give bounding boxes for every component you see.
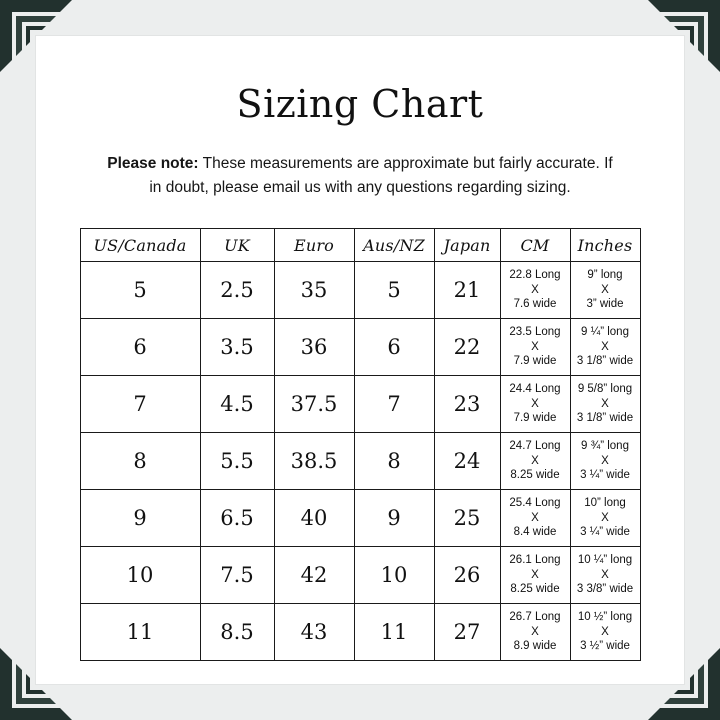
- cell-japan: 26: [434, 547, 500, 604]
- cell-inches-width: 3 ¼” wide: [580, 469, 630, 482]
- table-row: [80, 433, 640, 490]
- cell-cm-width: 8.25 wide: [510, 469, 560, 482]
- cell-inches-length: 9 ¾” long: [581, 439, 629, 452]
- document-content: [60, 60, 660, 660]
- cell-uk: 8.5: [200, 604, 274, 661]
- cell-japan: 23: [434, 376, 500, 433]
- cell-uk: 3.5: [200, 319, 274, 376]
- page-title: Sizing Chart: [236, 82, 484, 126]
- cell-euro: 43: [274, 604, 354, 661]
- cell-cm-length: 23.5 Long: [509, 325, 561, 338]
- cell-cm-sep: X: [531, 625, 539, 638]
- cell-japan: 22: [434, 319, 500, 376]
- cell-cm-sep: X: [531, 568, 539, 581]
- cell-inches-length: 10” long: [584, 496, 626, 509]
- cell-us: 6: [80, 319, 200, 376]
- cell-aus: 9: [354, 490, 434, 547]
- cell-cm-width: 7.6 wide: [513, 298, 557, 311]
- column-header-uk: UK: [200, 229, 274, 262]
- cell-inches-sep: X: [601, 283, 609, 296]
- cell-inches: [570, 376, 640, 433]
- table-row: [80, 604, 640, 661]
- cell-inches-sep: X: [601, 397, 609, 410]
- cell-aus: 10: [354, 547, 434, 604]
- cell-cm-width: 8.9 wide: [513, 640, 557, 653]
- cell-cm-sep: X: [531, 340, 539, 353]
- cell-us: 10: [80, 547, 200, 604]
- column-header-japan: Japan: [434, 229, 500, 262]
- cell-cm: [500, 433, 570, 490]
- sizing-table: [80, 228, 641, 661]
- cell-japan: 21: [434, 262, 500, 319]
- cell-inches: [570, 319, 640, 376]
- table-header-row: [80, 229, 640, 262]
- cell-inches-width: 3” wide: [586, 298, 624, 311]
- cell-cm-length: 25.4 Long: [509, 496, 561, 509]
- cell-cm-width: 7.9 wide: [513, 355, 557, 368]
- cell-us: 9: [80, 490, 200, 547]
- cell-japan: 27: [434, 604, 500, 661]
- column-header-inches: Inches: [570, 229, 640, 262]
- cell-inches-length: 9 5/8” long: [577, 382, 633, 395]
- cell-cm: [500, 490, 570, 547]
- cell-cm-length: 22.8 Long: [509, 268, 561, 281]
- cell-inches: [570, 433, 640, 490]
- cell-uk: 5.5: [200, 433, 274, 490]
- cell-cm-length: 24.7 Long: [509, 439, 561, 452]
- table-row: [80, 319, 640, 376]
- table-row: [80, 262, 640, 319]
- cell-us: 5: [80, 262, 200, 319]
- column-header-cm: CM: [500, 229, 570, 262]
- note-body-text: These measurements are approximate but fairly accurate. If in doubt, please email us with any questions regarding sizing.: [149, 155, 613, 197]
- table-row: [80, 490, 640, 547]
- cell-us: 7: [80, 376, 200, 433]
- cell-us: 8: [80, 433, 200, 490]
- cell-euro: 40: [274, 490, 354, 547]
- cell-inches: [570, 604, 640, 661]
- cell-cm: [500, 604, 570, 661]
- cell-inches-sep: X: [601, 454, 609, 467]
- cell-cm: [500, 319, 570, 376]
- cell-inches-width: 3 1/8” wide: [576, 355, 634, 368]
- cell-inches-sep: X: [601, 340, 609, 353]
- cell-cm-sep: X: [531, 283, 539, 296]
- cell-cm-length: 26.7 Long: [509, 610, 561, 623]
- cell-japan: 24: [434, 433, 500, 490]
- cell-inches-sep: X: [601, 511, 609, 524]
- cell-inches-width: 3 1/8” wide: [576, 412, 634, 425]
- cell-euro: 42: [274, 547, 354, 604]
- note-lead-label: Please note:: [107, 155, 199, 172]
- cell-inches-width: 3 3/8” wide: [576, 583, 634, 596]
- cell-cm: [500, 547, 570, 604]
- cell-inches-width: 3 ½” wide: [580, 640, 630, 653]
- cell-japan: 25: [434, 490, 500, 547]
- cell-euro: 36: [274, 319, 354, 376]
- cell-inches-length: 9 ¼” long: [581, 325, 629, 338]
- cell-euro: 38.5: [274, 433, 354, 490]
- cell-uk: 7.5: [200, 547, 274, 604]
- table-row: [80, 547, 640, 604]
- cell-inches-length: 9” long: [587, 268, 623, 281]
- cell-euro: 37.5: [274, 376, 354, 433]
- cell-cm-width: 8.4 wide: [513, 526, 557, 539]
- cell-inches-sep: X: [601, 568, 609, 581]
- cell-uk: 4.5: [200, 376, 274, 433]
- cell-aus: 11: [354, 604, 434, 661]
- column-header-us-canada: US/Canada: [80, 229, 200, 262]
- cell-inches: [570, 547, 640, 604]
- cell-uk: 6.5: [200, 490, 274, 547]
- cell-inches-length: 10 ½” long: [577, 610, 633, 623]
- cell-us: 11: [80, 604, 200, 661]
- cell-euro: 35: [274, 262, 354, 319]
- column-header-aus-nz: Aus/NZ: [354, 229, 434, 262]
- cell-inches-width: 3 ¼” wide: [580, 526, 630, 539]
- cell-cm: [500, 376, 570, 433]
- cell-aus: 6: [354, 319, 434, 376]
- column-header-euro: Euro: [274, 229, 354, 262]
- cell-cm-length: 26.1 Long: [509, 553, 561, 566]
- cell-cm-sep: X: [531, 454, 539, 467]
- cell-aus: 5: [354, 262, 434, 319]
- table-row: [80, 376, 640, 433]
- cell-inches: [570, 490, 640, 547]
- cell-cm-sep: X: [531, 397, 539, 410]
- note-paragraph: [100, 152, 620, 200]
- cell-inches-sep: X: [601, 625, 609, 638]
- cell-uk: 2.5: [200, 262, 274, 319]
- cell-cm-sep: X: [531, 511, 539, 524]
- cell-cm-width: 8.25 wide: [510, 583, 560, 596]
- cell-cm-length: 24.4 Long: [509, 382, 561, 395]
- cell-aus: 8: [354, 433, 434, 490]
- cell-inches: [570, 262, 640, 319]
- cell-cm: [500, 262, 570, 319]
- cell-cm-width: 7.9 wide: [513, 412, 557, 425]
- cell-aus: 7: [354, 376, 434, 433]
- cell-inches-length: 10 ¼” long: [577, 553, 633, 566]
